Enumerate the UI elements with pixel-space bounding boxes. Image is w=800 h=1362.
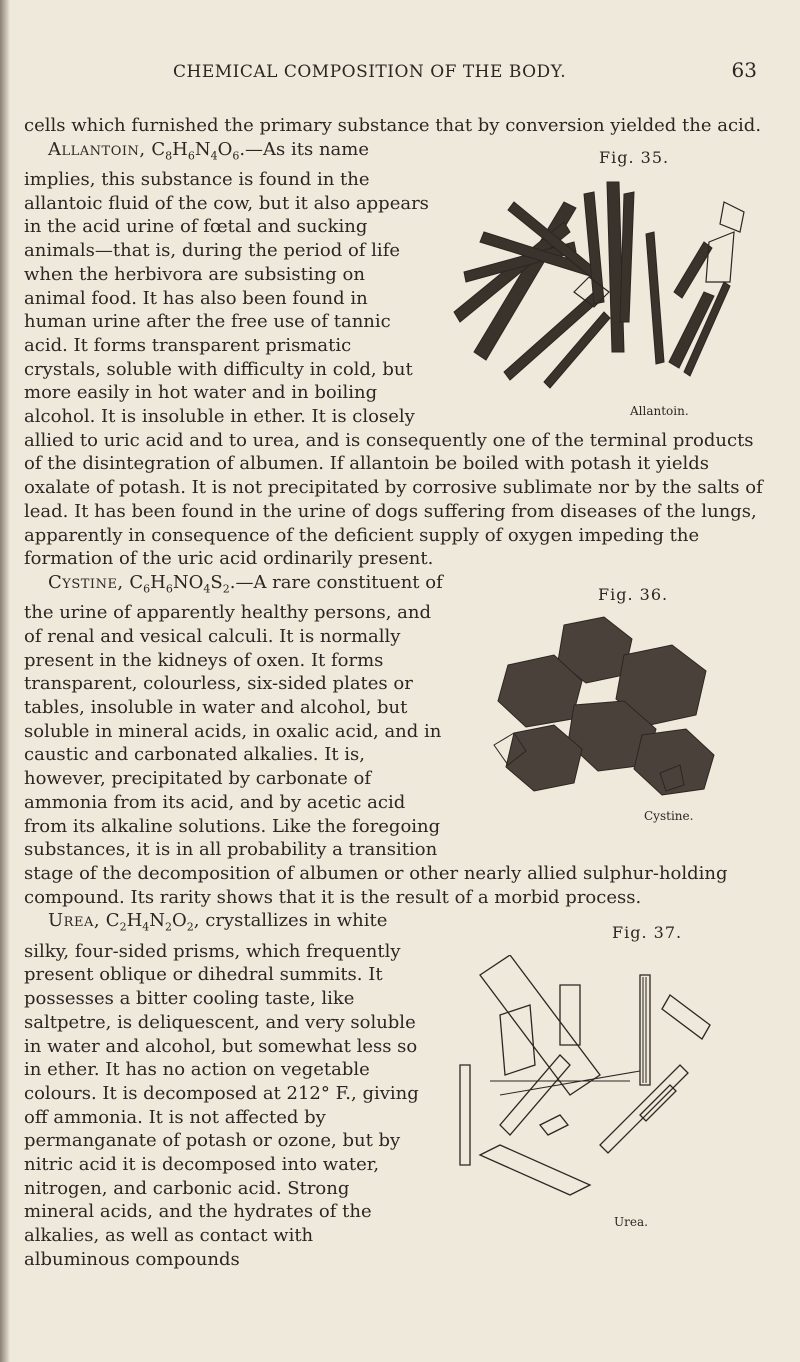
formula-cystine: $C_6H_6NO_4S_2$ xyxy=(129,571,230,596)
formula-urea: $C_2H_4N_2O_2$ xyxy=(105,910,194,934)
body-text xyxy=(24,114,764,1272)
allantoin-description: .—As its name implies, this substance is found in the allantoic fluid of the cow, but it also appears in the acid urine of fœtal and sucking animals—that is, during the period of life when the herbivora are subsisting on animal food. It has also been found in human urine after the free use of tannic acid. It forms transparent prismatic crystals, soluble with difficulty in cold, but more easily in hot water and in boiling alcohol. It is insoluble in ether. It is closely allied to uric acid and to urea, and is consequently one of the terminal products of the disintegration of albumen. If allantoin be boiled with potash it yields oxalate of potash. It is not precipitated by corrosive sublimate nor by the salts of lead. It has been found in the urine of dogs suffering from diseases of the lungs, apparently in consequence of the deficient supply of oxygen impeding the formation of the uric acid ordinarily present. xyxy=(24,138,763,570)
running-title: CHEMICAL COMPOSITION OF THE BODY. xyxy=(173,62,567,82)
page-header xyxy=(0,58,800,90)
figure-36 xyxy=(464,571,764,841)
term-cystine: Cystine, xyxy=(48,571,124,593)
urea-description: , crystallizes in white silky, four-sided prisms, which frequently present oblique or dihedral summits. It possesses a bitter cooling taste, like saltpetre, is deliquescent, and very soluble in water and alcohol, but somewhat less so in ether. It has no action on vegetable colours. It is decomposed at 212° F., giving off ammonia. It is not affected by permanganate of potash or ozone, but by nitric acid it is decomposed into water, nitrogen, and carbonic acid. Strong mineral acids, and the hydrates of the alkalies, as well as contact with albuminous compounds xyxy=(24,910,419,1270)
term-urea: Urea, xyxy=(48,910,101,932)
figure-label: Fig. 37. xyxy=(612,923,683,943)
figure-label: Fig. 36. xyxy=(598,584,669,604)
figure-35 xyxy=(444,138,764,424)
term-allantoin: Allantoin, xyxy=(48,138,146,160)
figure-37 xyxy=(434,909,764,1229)
page-binding-shadow xyxy=(0,0,10,1362)
formula-allantoin: $C_8H_6N_4O_6$ xyxy=(151,138,240,163)
urea-crystals-illustration xyxy=(440,955,740,1207)
figure-label: Fig. 35. xyxy=(599,147,670,167)
allantoin-crystals-illustration xyxy=(444,172,754,397)
page-number: 63 xyxy=(731,58,757,82)
figure-caption: Allantoin. xyxy=(630,403,689,418)
cystine-description: .—A rare constituent of the urine of apparently healthy persons, and of renal and vesical calculi. It is normally present in the kidneys of oxen. It forms transparent, colourless, six-sided plates or tables, insoluble in water and alcohol, but soluble in mineral acids, in oxalic acid, and in caustic and carbonated alkalies. It is, however, precipitated by carbonate of ammonia from its acid, and by acetic acid from its alkaline solutions. Like the foregoing substances, it is in all probability a transition stage of the decomposition of albumen or other nearly allied sulphur-holding compound. Its rarity shows that it is the result of a morbid process. xyxy=(24,571,728,908)
figure-caption: Cystine. xyxy=(644,808,694,823)
paragraph-intro: cells which furnished the primary substance that by conversion yielded the acid. xyxy=(24,115,762,136)
figure-caption: Urea. xyxy=(614,1215,648,1230)
cystine-crystals-illustration xyxy=(474,615,754,805)
